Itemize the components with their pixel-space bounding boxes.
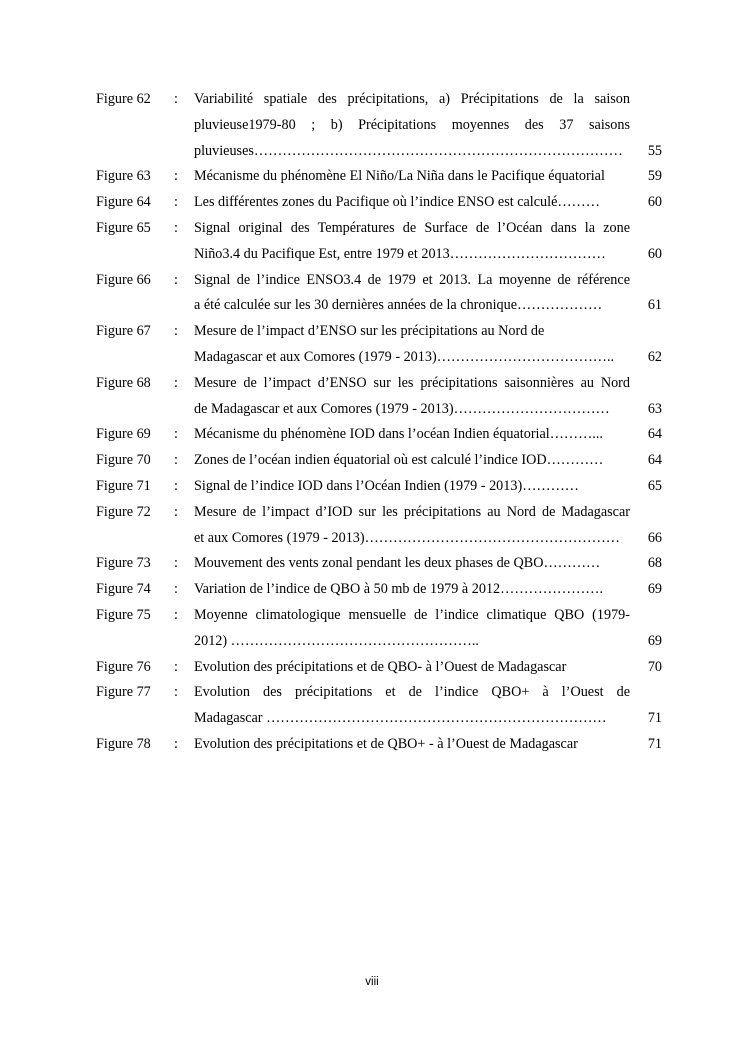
figure-description: [194, 319, 630, 371]
description-line: Evolution des précipitations et de QBO+ - à l’Ouest de Madagascar: [194, 735, 578, 752]
description-line: Signal original des Températures de Surface de l’Océan dans la zone: [194, 219, 630, 236]
separator-colon: :: [174, 374, 178, 391]
separator-colon: :: [174, 426, 178, 443]
figure-description: [194, 500, 630, 552]
figure-label: Figure 75: [96, 606, 151, 623]
page-reference: 64: [647, 426, 662, 443]
description-line: Variabilité spatiale des précipitations, a) Précipitations de la saison: [194, 91, 630, 107]
page-reference-column: [630, 732, 662, 758]
figure-label: Figure 67: [96, 323, 151, 340]
page-reference-column: [630, 164, 662, 190]
figure-entry: [96, 603, 660, 655]
separator-colon: :: [174, 555, 178, 572]
page-number: viii: [365, 976, 379, 988]
figure-description: [194, 732, 630, 758]
page-reference: 61: [647, 297, 662, 314]
figure-label: Figure 70: [96, 452, 151, 469]
page-reference-column: [630, 448, 662, 474]
figure-entry: [96, 216, 660, 268]
separator-colon: :: [174, 503, 178, 520]
figure-entry: [96, 577, 660, 603]
description-line: Les différentes zones du Pacifique où l’indice ENSO est calculé………: [194, 194, 600, 211]
description-line: pluvieuse1979-80 ; b) Précipitations moyennes des 37 saisons: [194, 116, 630, 133]
figure-description: [194, 655, 630, 681]
figure-label: Figure 66: [96, 271, 151, 288]
page-reference: 68: [647, 555, 662, 572]
figure-label: Figure 62: [96, 91, 151, 107]
page-reference: 71: [647, 735, 662, 752]
figure-label: Figure 77: [96, 684, 151, 701]
description-line: Moyenne climatologique mensuelle de l’indice climatique QBO (1979-: [194, 606, 630, 623]
separator-colon: :: [174, 168, 178, 185]
separator-colon: :: [174, 581, 178, 598]
figure-entry: [96, 551, 660, 577]
page-reference-column: [630, 655, 662, 681]
description-line: de Madagascar et aux Comores (1979 - 2013)……………………………: [194, 400, 610, 417]
description-line: Evolution des précipitations et de QBO- à l’Ouest de Madagascar: [194, 658, 567, 675]
separator-colon: :: [174, 194, 178, 211]
figure-description: [194, 474, 630, 500]
page-reference-column: [630, 371, 662, 423]
figure-label: Figure 63: [96, 168, 151, 185]
page-reference-column: [630, 474, 662, 500]
figure-label: Figure 64: [96, 194, 151, 211]
page-reference-column: [630, 268, 662, 320]
description-line: Evolution des précipitations et de l’indice QBO+ à l’Ouest de: [194, 684, 630, 701]
description-line: Variation de l’indice de QBO à 50 mb de 1979 à 2012………………….: [194, 581, 603, 598]
figure-entry: [96, 655, 660, 681]
figure-label: Figure 78: [96, 735, 151, 752]
figure-entry: [96, 680, 660, 732]
page-reference-column: [630, 500, 662, 552]
page-reference: 71: [647, 710, 662, 727]
page-reference: 66: [647, 529, 662, 546]
figure-entry: [96, 448, 660, 474]
figure-description: [194, 164, 630, 190]
figure-label: Figure 76: [96, 658, 151, 675]
figure-entry: [96, 732, 660, 758]
description-line: Mesure de l’impact d’ENSO sur les précipitations saisonnières au Nord: [194, 374, 630, 391]
figure-entry: [96, 422, 660, 448]
description-line: Zones de l’océan indien équatorial où est calculé l’indice IOD…………: [194, 452, 604, 469]
separator-colon: :: [174, 452, 178, 469]
separator-colon: :: [174, 658, 178, 675]
description-line: Niño3.4 du Pacifique Est, entre 1979 et 2013……………………………: [194, 245, 606, 262]
figure-description: [194, 371, 630, 423]
page-reference-column: [630, 216, 662, 268]
list-of-figures: [96, 87, 660, 758]
description-line: et aux Comores (1979 - 2013)………………………………………………: [194, 529, 620, 546]
figure-entry: [96, 190, 660, 216]
description-line: Mesure de l’impact d’ENSO sur les précipitations au Nord de: [194, 323, 545, 340]
figure-description: [194, 216, 630, 268]
description-line: Mécanisme du phénomène IOD dans l’océan Indien équatorial………...: [194, 426, 603, 443]
figure-entry: [96, 500, 660, 552]
page-reference: 69: [647, 581, 662, 598]
figure-description: [194, 87, 630, 164]
page-reference: 70: [647, 658, 662, 675]
page-reference-column: [630, 190, 662, 216]
description-line: Mouvement des vents zonal pendant les deux phases de QBO…………: [194, 555, 601, 572]
description-line: 2012) ……………………………………………..: [194, 632, 479, 649]
figure-entry: [96, 474, 660, 500]
separator-colon: :: [174, 219, 178, 236]
figure-description: [194, 551, 630, 577]
figure-description: [194, 680, 630, 732]
page-reference-column: [630, 577, 662, 603]
figure-description: [194, 603, 630, 655]
page-reference-column: [630, 551, 662, 577]
separator-colon: :: [174, 271, 178, 288]
page-reference: 63: [647, 400, 662, 417]
separator-colon: :: [174, 606, 178, 623]
figure-label: Figure 74: [96, 581, 151, 598]
separator-colon: :: [174, 477, 178, 494]
figure-entry: [96, 87, 660, 164]
description-line: a été calculée sur les 30 dernières années de la chronique………………: [194, 297, 603, 314]
page-reference-column: [630, 680, 662, 732]
separator-colon: :: [174, 323, 178, 340]
figure-entry: [96, 371, 660, 423]
page-reference-column: [630, 87, 662, 164]
page-reference: 60: [647, 194, 662, 211]
page-reference-column: [630, 319, 662, 371]
separator-colon: :: [174, 91, 178, 107]
separator-colon: :: [174, 735, 178, 752]
figure-description: [194, 422, 630, 448]
description-line: Mécanisme du phénomène El Niño/La Niña dans le Pacifique équatorial: [194, 168, 605, 185]
figure-label: Figure 73: [96, 555, 151, 572]
page-reference: 69: [647, 632, 662, 649]
description-line: Signal de l’indice ENSO3.4 de 1979 et 2013. La moyenne de référence: [194, 271, 630, 288]
description-line: Madagascar et aux Comores (1979 - 2013)………………………………..: [194, 348, 615, 365]
separator-colon: :: [174, 684, 178, 701]
figure-label: Figure 69: [96, 426, 151, 443]
figure-description: [194, 448, 630, 474]
figure-entry: [96, 319, 660, 371]
page-reference: 60: [647, 245, 662, 262]
figure-description: [194, 268, 630, 320]
figure-label: Figure 68: [96, 374, 151, 391]
description-line: pluvieuses……………………………………………………………………: [194, 142, 623, 159]
figure-entry: [96, 268, 660, 320]
page-reference: 65: [647, 477, 662, 494]
description-line: Signal de l’indice IOD dans l’Océan Indien (1979 - 2013)…………: [194, 477, 579, 494]
figure-description: [194, 577, 630, 603]
figure-label: Figure 65: [96, 219, 151, 236]
page-reference: 59: [647, 168, 662, 185]
figure-label: Figure 71: [96, 477, 151, 494]
page-reference: 62: [647, 348, 662, 365]
figure-label: Figure 72: [96, 503, 151, 520]
page-reference-column: [630, 603, 662, 655]
figure-entry: [96, 164, 660, 190]
page-reference: 55: [647, 142, 662, 159]
page-reference: 64: [647, 452, 662, 469]
page-reference-column: [630, 422, 662, 448]
figure-description: [194, 190, 630, 216]
description-line: Mesure de l’impact d’IOD sur les précipitations au Nord de Madagascar: [194, 503, 630, 520]
description-line: Madagascar ………………………………………………………………: [194, 710, 607, 727]
